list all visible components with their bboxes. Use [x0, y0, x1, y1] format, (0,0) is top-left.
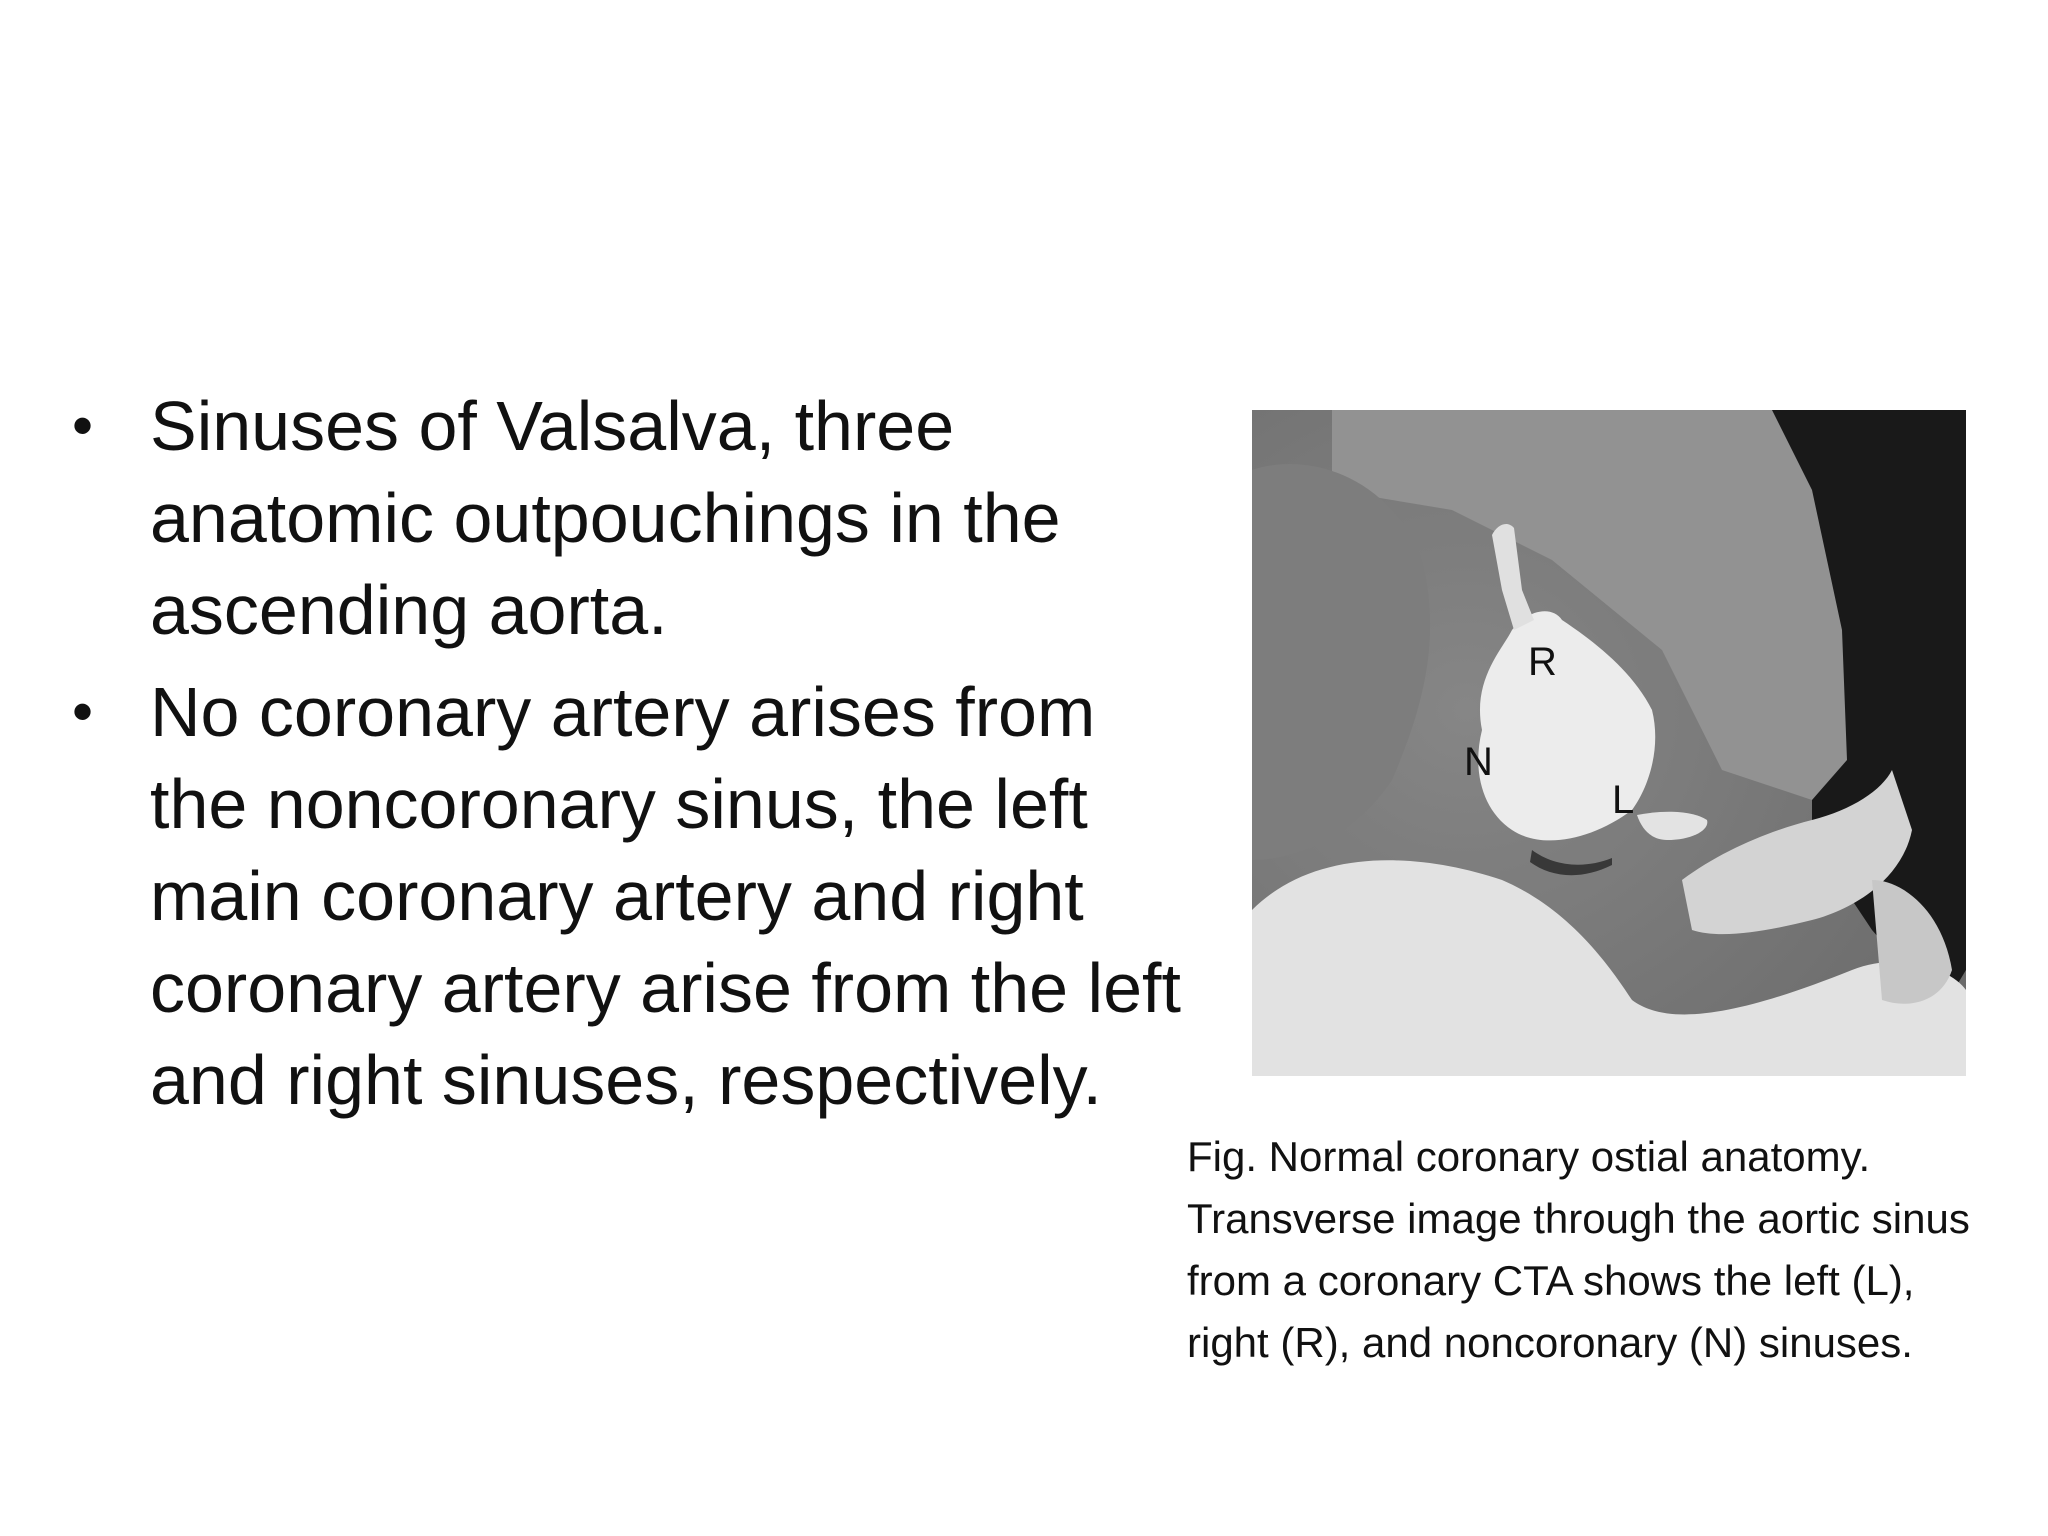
bullet-text: No coronary artery arises from the noncoronary sinus, the left main coronary artery and right coronary artery arise from the left and right sinuses, respectively. [150, 673, 1181, 1119]
bullet-list [70, 380, 1200, 1136]
bullet-item [70, 380, 1200, 656]
bullet-marker: • [72, 392, 94, 459]
bullet-item [70, 666, 1200, 1126]
ct-scan-image [1252, 410, 1966, 1076]
ct-scan-graphic [1252, 410, 1966, 1076]
bullet-text: Sinuses of Valsalva, three anatomic outpouchings in the ascending aorta. [150, 387, 1061, 649]
label-left-sinus: L [1612, 778, 1635, 822]
label-right-sinus: R [1528, 640, 1557, 684]
figure-caption: Fig. Normal coronary ostial anatomy. Transverse image through the aortic sinus from a coronary CTA shows the left (L), right (R), and noncoronary (N) sinuses. [1187, 1133, 1970, 1366]
image-noise [1252, 410, 1966, 1076]
label-noncoronary-sinus: N [1464, 740, 1493, 784]
bullet-marker: • [72, 678, 94, 745]
